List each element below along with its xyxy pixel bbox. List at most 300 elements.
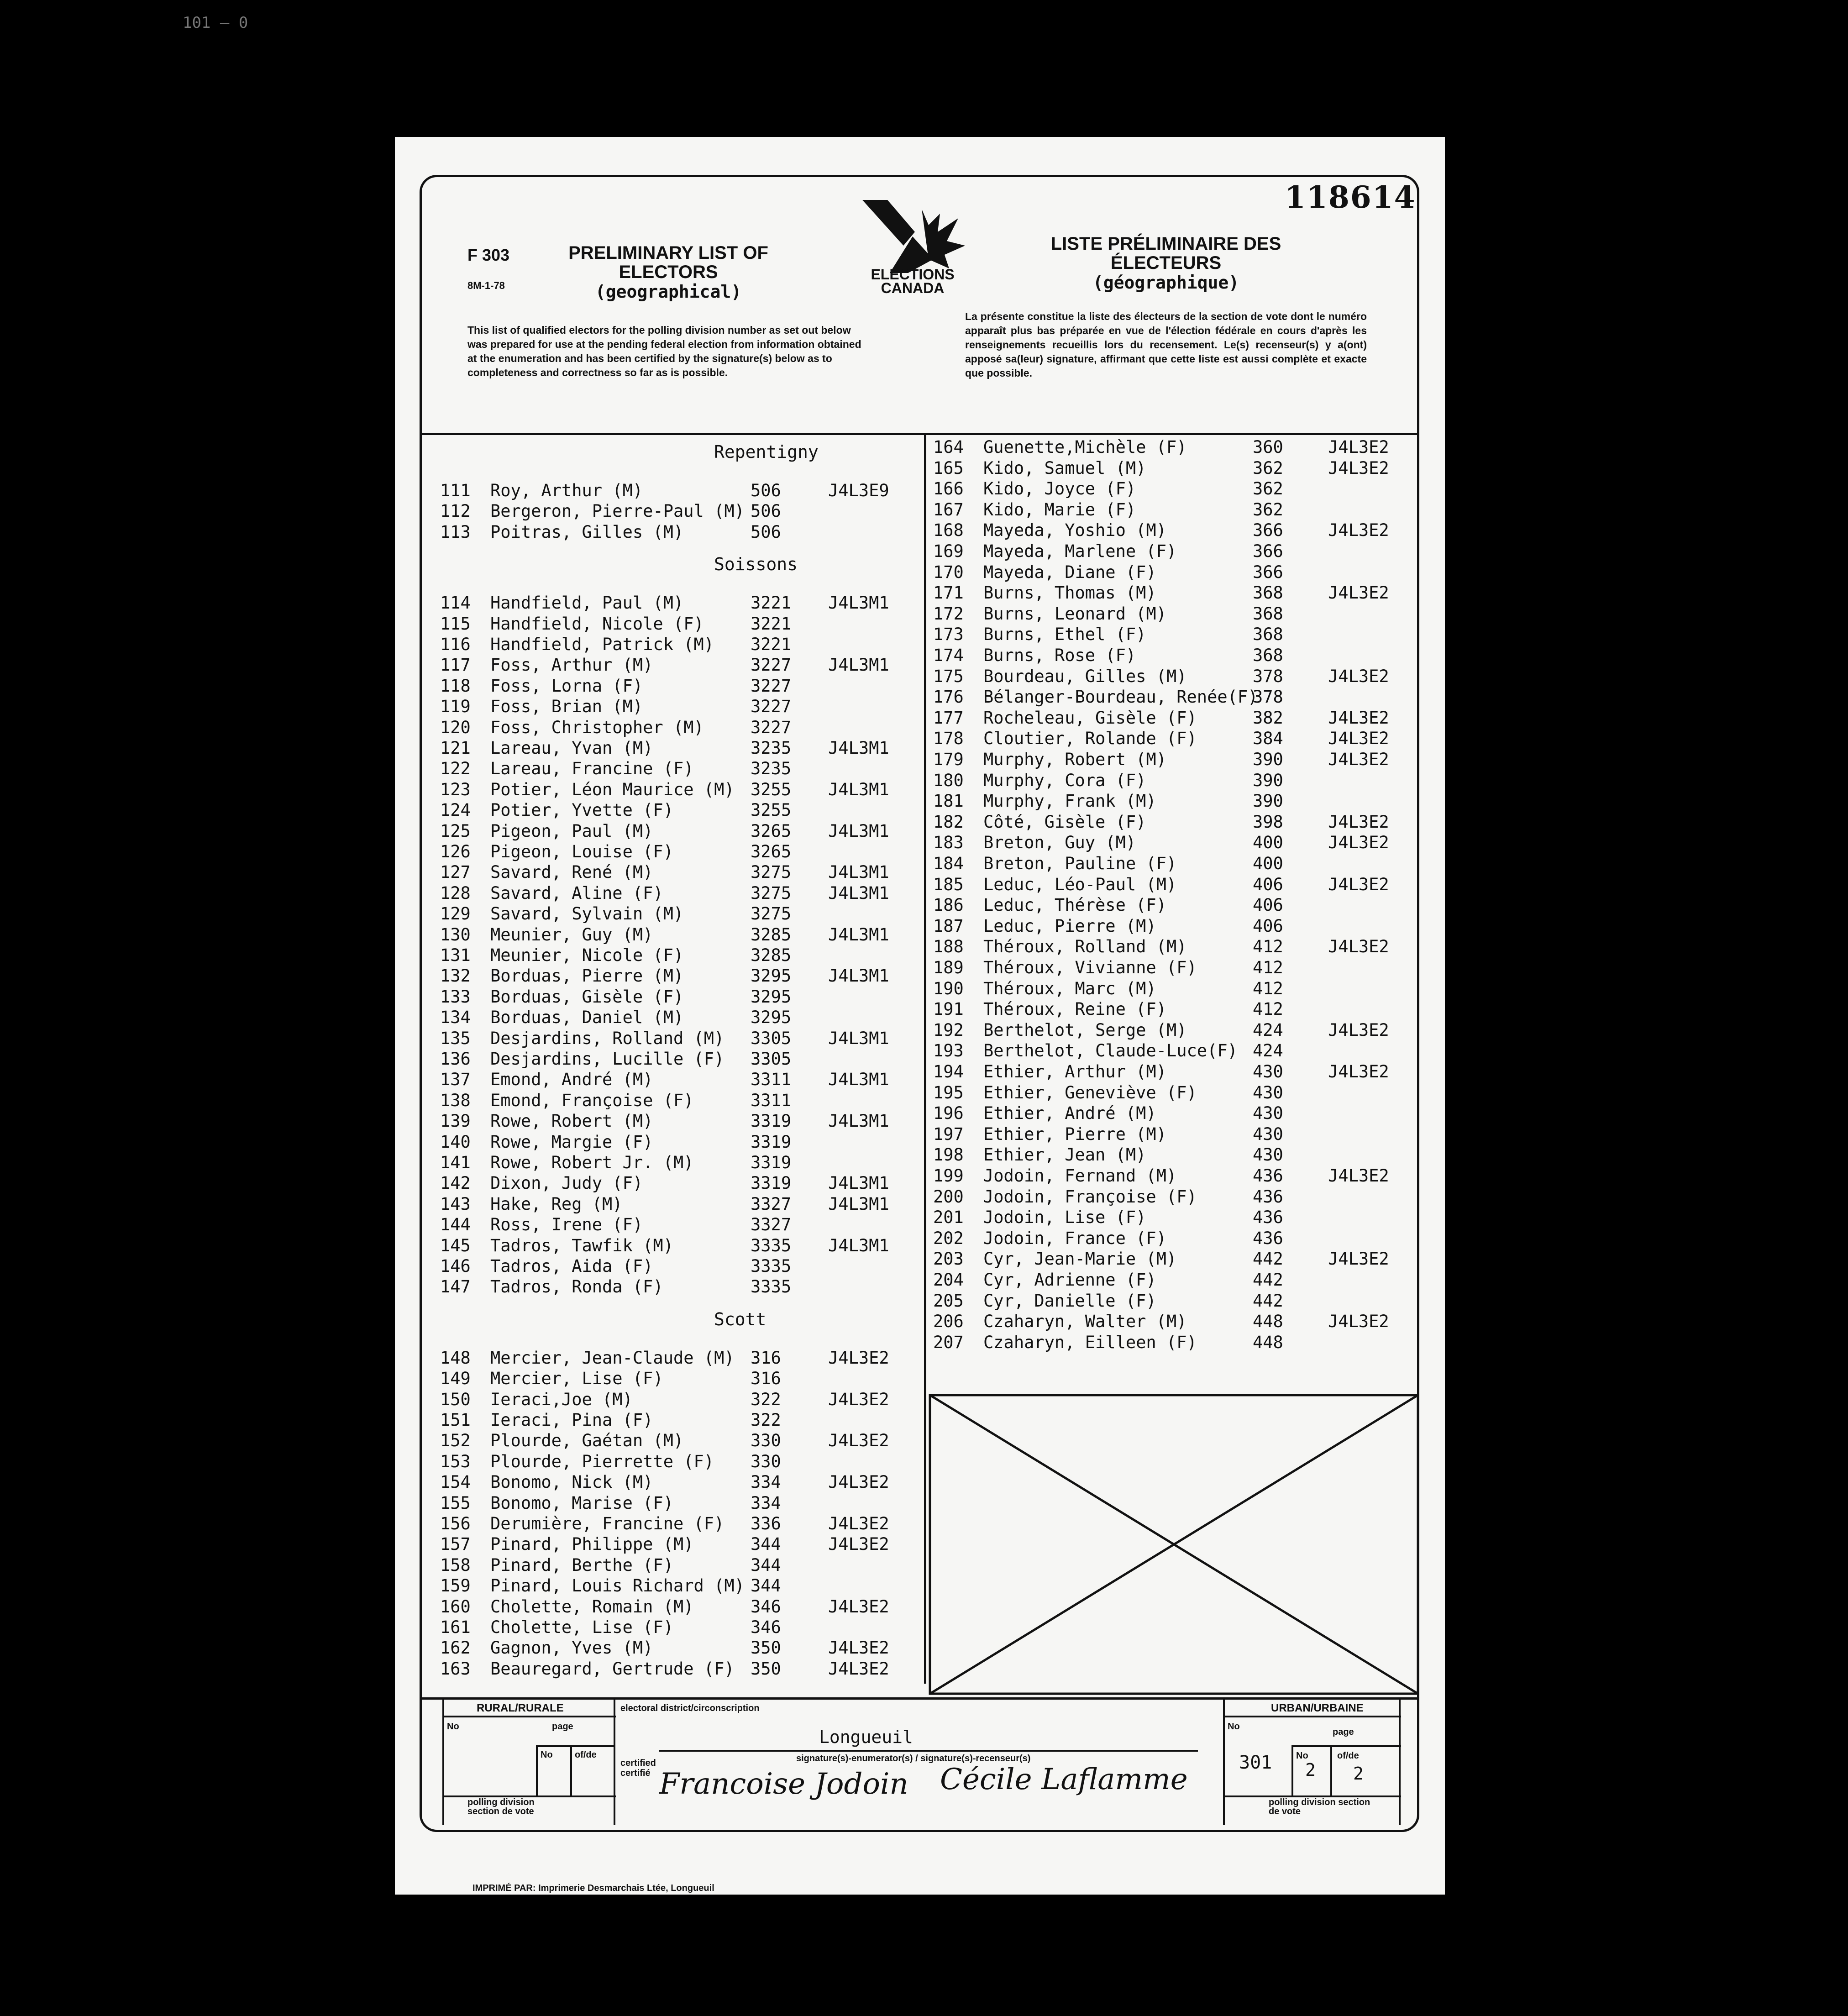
- elector-row: [926, 520, 1417, 541]
- elector-row: [422, 635, 924, 655]
- elector-row: [926, 1062, 1417, 1082]
- elector-address: 3319: [751, 1132, 792, 1152]
- elector-name: Burns, Ethel (F): [983, 625, 1146, 645]
- elector-address: 430: [1253, 1145, 1283, 1165]
- elector-number: 170: [933, 562, 964, 582]
- elector-name: Mercier, Jean-Claude (M): [490, 1348, 735, 1368]
- elector-number: 138: [440, 1090, 471, 1110]
- elector-number: 139: [440, 1111, 471, 1131]
- elector-number: 181: [933, 791, 964, 811]
- elector-name: Jodoin, Lise (F): [983, 1208, 1146, 1228]
- elector-number: 129: [440, 904, 471, 924]
- elector-number: 198: [933, 1145, 964, 1165]
- elector-row: [422, 821, 924, 841]
- elector-postal-code: J4L3M1: [828, 1028, 889, 1048]
- elector-address: 3295: [751, 987, 792, 1007]
- elector-row: [422, 1153, 924, 1173]
- elector-row: [422, 1452, 924, 1472]
- elector-row: [422, 842, 924, 862]
- elector-row: [422, 1029, 924, 1049]
- elector-postal-code: J4L3E2: [828, 1534, 889, 1554]
- elector-address: 390: [1253, 791, 1283, 811]
- elector-address: 436: [1253, 1186, 1283, 1207]
- elector-address: 322: [751, 1389, 781, 1409]
- elector-number: 167: [933, 499, 964, 520]
- elector-row: [926, 604, 1417, 624]
- elector-postal-code: J4L3E2: [1328, 1312, 1389, 1332]
- title-fr-line3: (géographique): [1092, 273, 1239, 293]
- elector-number: 111: [440, 481, 471, 500]
- elector-address: 3221: [751, 614, 792, 634]
- elector-address: 346: [751, 1617, 781, 1637]
- elector-number: 182: [933, 812, 964, 832]
- elector-row: [926, 541, 1417, 562]
- elector-address: 430: [1253, 1124, 1283, 1144]
- elector-number: 204: [933, 1270, 964, 1290]
- elector-address: 406: [1253, 874, 1283, 894]
- elector-address: 3227: [751, 697, 792, 717]
- title-fr-line2: ÉLECTEURS: [1110, 253, 1222, 273]
- elector-row: [422, 501, 924, 521]
- elector-name: Ethier, Pierre (M): [983, 1124, 1166, 1144]
- elector-name: Cholette, Lise (F): [490, 1617, 673, 1637]
- elector-number: 203: [933, 1249, 964, 1269]
- urban-polling-division-label: polling division section de vote: [1269, 1797, 1370, 1816]
- certified-label: certified certifié: [620, 1758, 656, 1778]
- elector-address: 350: [751, 1638, 781, 1658]
- enumerator-signature-2: Cécile Laflamme: [940, 1763, 1188, 1796]
- elector-number: 147: [440, 1277, 471, 1297]
- elector-row: [926, 895, 1417, 915]
- elector-row: [422, 883, 924, 903]
- elector-row: [422, 614, 924, 634]
- elector-name: Czaharyn, Eilleen (F): [983, 1332, 1197, 1352]
- elector-row: [422, 987, 924, 1007]
- elector-address: 430: [1253, 1082, 1283, 1102]
- title-fr-line1: LISTE PRÉLIMINAIRE DES: [1050, 234, 1281, 254]
- elector-row: [422, 676, 924, 696]
- elector-number: 177: [933, 708, 964, 728]
- elector-address: 3319: [751, 1153, 792, 1172]
- elector-name: Borduas, Gisèle (F): [490, 987, 684, 1007]
- elector-postal-code: J4L3M1: [828, 924, 889, 945]
- elector-address: 346: [751, 1596, 781, 1617]
- elector-name: Breton, Guy (M): [983, 833, 1136, 853]
- elector-address: 412: [1253, 958, 1283, 977]
- elector-number: 122: [440, 759, 471, 779]
- elector-address: 506: [751, 501, 781, 521]
- elector-row: [926, 916, 1417, 936]
- elector-row: [926, 667, 1417, 687]
- elector-name: Handfield, Nicole (F): [490, 614, 704, 634]
- elector-number: 143: [440, 1194, 471, 1214]
- elector-address: 334: [751, 1493, 781, 1513]
- elector-name: Potier, Yvette (F): [490, 800, 673, 820]
- elector-name: Meunier, Nicole (F): [490, 945, 684, 965]
- elector-row: [422, 1659, 924, 1679]
- elector-row: [422, 904, 924, 924]
- elector-name: Murphy, Robert (M): [983, 750, 1166, 769]
- elector-row: [422, 1215, 924, 1235]
- elector-name: Bonomo, Marise (F): [490, 1493, 673, 1513]
- elector-number: 183: [933, 833, 964, 853]
- elector-name: Cyr, Jean-Marie (M): [983, 1249, 1177, 1269]
- elector-row: [422, 697, 924, 717]
- elector-number: 166: [933, 479, 964, 499]
- elector-postal-code: J4L3M1: [828, 966, 889, 986]
- elector-postal-code: J4L3E2: [1328, 458, 1389, 478]
- note-english: This list of qualified electors for the polling division number as set out below was prepared for use at the pending federal election from information obtained at the enumeration and has been certified by the signature(s) below as to completeness and correctness so far as is possible.: [467, 324, 861, 378]
- elector-postal-code: J4L3M1: [828, 779, 889, 799]
- elector-number: 202: [933, 1228, 964, 1248]
- elector-address: 378: [1253, 666, 1283, 686]
- elector-row: [926, 1228, 1417, 1249]
- elector-row: [926, 958, 1417, 978]
- elector-number: 207: [933, 1332, 964, 1352]
- elector-number: 161: [440, 1617, 471, 1637]
- form-border: [420, 175, 1419, 1832]
- elector-name: Ieraci, Pina (F): [490, 1410, 653, 1430]
- elector-name: Roy, Arthur (M): [490, 481, 643, 500]
- elector-name: Rowe, Robert Jr. (M): [490, 1153, 694, 1172]
- elector-number: 157: [440, 1534, 471, 1554]
- elector-name: Foss, Lorna (F): [490, 676, 643, 696]
- elector-row: [422, 738, 924, 758]
- elector-address: 382: [1253, 708, 1283, 728]
- elector-address: 366: [1253, 541, 1283, 561]
- elector-address: 506: [751, 481, 781, 500]
- elector-number: 130: [440, 924, 471, 945]
- elector-number: 154: [440, 1472, 471, 1492]
- elector-postal-code: J4L3E2: [828, 1348, 889, 1368]
- elector-number: 140: [440, 1132, 471, 1152]
- elector-address: 406: [1253, 916, 1283, 936]
- elector-number: 195: [933, 1082, 964, 1102]
- elector-row: [422, 1194, 924, 1214]
- rural-label: RURAL/RURALE: [477, 1702, 564, 1714]
- elector-address: 384: [1253, 729, 1283, 749]
- elector-row: [926, 854, 1417, 874]
- elector-name: Hake, Reg (M): [490, 1194, 623, 1214]
- elector-name: Pigeon, Louise (F): [490, 842, 673, 861]
- elector-number: 172: [933, 604, 964, 624]
- elector-address: 378: [1253, 687, 1283, 707]
- elector-address: 334: [751, 1472, 781, 1492]
- footer-rule: [536, 1745, 614, 1747]
- electoral-district-label: electoral district/circonscription: [620, 1703, 760, 1713]
- elector-name: Beauregard, Gertrude (F): [490, 1659, 735, 1679]
- elector-address: 3275: [751, 904, 792, 924]
- elector-postal-code: J4L3E9: [828, 481, 889, 500]
- rural-polling-division-label: polling division section de vote: [467, 1797, 535, 1816]
- elector-name: Burns, Thomas (M): [983, 583, 1156, 603]
- elector-address: 3335: [751, 1256, 792, 1276]
- elector-number: 136: [440, 1049, 471, 1069]
- elector-postal-code: J4L3E2: [828, 1389, 889, 1409]
- elector-postal-code: J4L3M1: [828, 655, 889, 675]
- elector-row: [422, 1493, 924, 1513]
- elector-row: [422, 759, 924, 779]
- elector-address: 350: [751, 1659, 781, 1679]
- elector-number: 150: [440, 1389, 471, 1409]
- elector-postal-code: J4L3E2: [1328, 1062, 1389, 1082]
- elector-number: 113: [440, 522, 471, 542]
- elector-postal-code: J4L3E2: [1328, 937, 1389, 957]
- electors-left-column: [422, 435, 924, 1677]
- elector-row: [926, 1103, 1417, 1124]
- elector-number: 191: [933, 999, 964, 1019]
- elector-row: [422, 1369, 924, 1389]
- elector-number: 149: [440, 1369, 471, 1389]
- elector-row: [926, 771, 1417, 791]
- elector-postal-code: J4L3E2: [828, 1659, 889, 1679]
- elector-address: 398: [1253, 812, 1283, 832]
- elector-address: 442: [1253, 1249, 1283, 1269]
- elector-number: 168: [933, 520, 964, 541]
- elector-name: Jodoin, Françoise (F): [983, 1186, 1197, 1207]
- elector-number: 152: [440, 1431, 471, 1451]
- elector-name: Murphy, Cora (F): [983, 770, 1146, 790]
- elector-address: 368: [1253, 583, 1283, 603]
- elector-row: [926, 625, 1417, 645]
- elector-address: 3235: [751, 738, 792, 758]
- elector-name: Ethier, Arthur (M): [983, 1062, 1166, 1082]
- elector-address: 406: [1253, 895, 1283, 915]
- rural-no-label: No: [447, 1722, 459, 1732]
- elector-name: Ieraci,Joe (M): [490, 1389, 633, 1409]
- elector-name: Breton, Pauline (F): [983, 854, 1177, 873]
- elector-name: Bergeron, Pierre-Paul (M): [490, 501, 745, 521]
- elector-number: 142: [440, 1173, 471, 1193]
- elector-name: Handfield, Paul (M): [490, 593, 684, 613]
- elector-row: [422, 966, 924, 986]
- elector-name: Ross, Irene (F): [490, 1215, 643, 1235]
- elector-address: 3285: [751, 945, 792, 965]
- elector-address: 368: [1253, 646, 1283, 665]
- footer-rule: [1292, 1745, 1293, 1796]
- elector-row: [926, 437, 1417, 457]
- elector-number: 199: [933, 1166, 964, 1186]
- elector-name: Savard, Sylvain (M): [490, 904, 684, 924]
- logo-line2: CANADA: [881, 280, 945, 296]
- elector-number: 114: [440, 593, 471, 613]
- elector-number: 158: [440, 1555, 471, 1575]
- elector-row: [422, 1132, 924, 1152]
- elector-address: 360: [1253, 437, 1283, 457]
- elector-row: [926, 1020, 1417, 1040]
- elector-postal-code: J4L3E2: [1328, 1249, 1389, 1269]
- elector-address: 344: [751, 1576, 781, 1596]
- footer-rule: [442, 1700, 444, 1825]
- elector-address: 316: [751, 1348, 781, 1368]
- urban-label: URBAN/URBAINE: [1271, 1702, 1364, 1714]
- elector-row: [926, 979, 1417, 999]
- film-frame-marks: 101 — 0: [183, 14, 248, 32]
- elector-address: 3319: [751, 1173, 792, 1193]
- footer-rule: [1292, 1745, 1401, 1747]
- elector-name: Desjardins, Rolland (M): [490, 1028, 724, 1048]
- polling-division-number: 301: [1239, 1752, 1272, 1773]
- elector-address: 362: [1253, 499, 1283, 520]
- elector-postal-code: J4L3M1: [828, 1194, 889, 1214]
- elector-name: Pinard, Philippe (M): [490, 1534, 694, 1554]
- maple-leaf-x-icon: [853, 200, 972, 273]
- elector-address: 3311: [751, 1070, 792, 1090]
- elector-name: Tadros, Ronda (F): [490, 1277, 663, 1297]
- elector-row: [926, 646, 1417, 666]
- elector-name: Borduas, Pierre (M): [490, 966, 684, 986]
- elector-name: Burns, Leonard (M): [983, 604, 1166, 624]
- elector-name: Jodoin, France (F): [983, 1228, 1166, 1248]
- elector-name: Théroux, Vivianne (F): [983, 958, 1197, 977]
- elector-number: 193: [933, 1041, 964, 1061]
- elector-address: 3265: [751, 821, 792, 841]
- elector-row: [926, 458, 1417, 478]
- elector-address: 436: [1253, 1228, 1283, 1248]
- elector-address: 3285: [751, 924, 792, 945]
- elector-number: 123: [440, 779, 471, 799]
- elector-number: 169: [933, 541, 964, 561]
- elector-number: 118: [440, 676, 471, 696]
- note-french: La présente constitue la liste des électeurs de la section de vote dont le numéro apparaît plus bas préparée en vue de l'élection fédérale en cours d'après les renseignements recueillis lors du recensement. Le(s) recenseur(s) y a(ont) apposé sa(leur) signature, affirmant que cette liste est aussi complète et exacte que possible.: [965, 310, 1367, 379]
- elector-number: 186: [933, 895, 964, 915]
- elector-number: 173: [933, 625, 964, 645]
- elector-address: 330: [751, 1451, 781, 1471]
- elector-address: 448: [1253, 1312, 1283, 1332]
- elector-name: Foss, Arthur (M): [490, 655, 653, 675]
- elector-row: [926, 1124, 1417, 1144]
- elector-row: [422, 1277, 924, 1297]
- elector-address: 3221: [751, 593, 792, 613]
- elector-number: 132: [440, 966, 471, 986]
- elector-postal-code: J4L3M1: [828, 738, 889, 758]
- elector-name: Kido, Joyce (F): [983, 479, 1136, 499]
- elector-address: 412: [1253, 978, 1283, 998]
- elector-postal-code: J4L3E2: [1328, 750, 1389, 769]
- elector-row: [926, 833, 1417, 853]
- elector-number: 151: [440, 1410, 471, 1430]
- footer-rule: [570, 1745, 572, 1796]
- elector-postal-code: J4L3E2: [828, 1596, 889, 1617]
- elector-row: [926, 1249, 1417, 1269]
- elector-name: Berthelot, Serge (M): [983, 1020, 1187, 1040]
- form-code: F 303: [467, 246, 510, 264]
- elector-row: [926, 1333, 1417, 1353]
- elector-number: 127: [440, 862, 471, 882]
- elector-address: 442: [1253, 1291, 1283, 1311]
- elector-row: [926, 1187, 1417, 1207]
- elector-postal-code: J4L3E2: [1328, 1020, 1389, 1040]
- rural-page-no-label: No: [541, 1750, 553, 1760]
- printer-credit: IMPRIMÉ PAR: Imprimerie Desmarchais Ltée, Longueuil: [472, 1883, 714, 1893]
- footer-rule: [1223, 1716, 1401, 1717]
- elector-name: Mayeda, Diane (F): [983, 562, 1156, 582]
- elector-number: 162: [440, 1638, 471, 1658]
- elector-row: [422, 1534, 924, 1554]
- elector-row: [926, 1041, 1417, 1061]
- elector-number: 119: [440, 697, 471, 717]
- elector-row: [422, 780, 924, 800]
- elector-postal-code: J4L3E2: [828, 1472, 889, 1492]
- elector-name: Cyr, Danielle (F): [983, 1291, 1156, 1311]
- elector-name: Mercier, Lise (F): [490, 1369, 663, 1389]
- elector-address: 424: [1253, 1041, 1283, 1061]
- elector-address: 3221: [751, 635, 792, 654]
- elector-name: Dixon, Judy (F): [490, 1173, 643, 1193]
- cancelled-area: [929, 1394, 1419, 1695]
- elector-row: [926, 687, 1417, 707]
- elector-number: 160: [440, 1596, 471, 1617]
- title-en-line1: PRELIMINARY LIST OF: [568, 243, 768, 263]
- footer-rule: [1223, 1700, 1225, 1825]
- elector-address: 3265: [751, 842, 792, 861]
- elector-number: 112: [440, 501, 471, 521]
- elector-name: Tadros, Tawfik (M): [490, 1235, 673, 1255]
- elector-row: [926, 729, 1417, 749]
- footer-section: [422, 1700, 1417, 1830]
- elector-number: 115: [440, 614, 471, 634]
- elector-number: 121: [440, 738, 471, 758]
- elector-address: 330: [751, 1431, 781, 1451]
- elector-address: 400: [1253, 833, 1283, 853]
- elector-number: 184: [933, 854, 964, 873]
- elector-row: [422, 1173, 924, 1193]
- elector-name: Leduc, Pierre (M): [983, 916, 1156, 936]
- enumerator-signature-1: Francoise Jodoin: [659, 1767, 908, 1801]
- elector-number: 153: [440, 1451, 471, 1471]
- urban-no-label: No: [1228, 1722, 1240, 1732]
- elector-row: [422, 800, 924, 820]
- page-number: 2: [1305, 1760, 1316, 1780]
- elector-row: [422, 945, 924, 966]
- elector-number: 205: [933, 1291, 964, 1311]
- elector-name: Lareau, Francine (F): [490, 759, 694, 779]
- elector-number: 174: [933, 646, 964, 665]
- elector-row: [422, 1617, 924, 1638]
- elector-name: Pinard, Berthe (F): [490, 1555, 673, 1575]
- elector-row: [422, 1431, 924, 1451]
- elector-postal-code: J4L3E2: [1328, 729, 1389, 749]
- elector-row: [422, 1638, 924, 1658]
- elector-name: Rowe, Margie (F): [490, 1132, 653, 1152]
- elector-name: Emond, André (M): [490, 1070, 653, 1090]
- elector-number: 185: [933, 874, 964, 894]
- elector-address: 366: [1253, 562, 1283, 582]
- elector-postal-code: J4L3E2: [1328, 520, 1389, 541]
- elector-number: 125: [440, 821, 471, 841]
- elector-row: [926, 479, 1417, 499]
- elector-name: Ethier, Geneviève (F): [983, 1082, 1197, 1102]
- elector-postal-code: J4L3M1: [828, 862, 889, 882]
- elector-postal-code: J4L3M1: [828, 1173, 889, 1193]
- elector-row: [422, 1091, 924, 1111]
- elector-number: 141: [440, 1153, 471, 1172]
- elector-address: 3275: [751, 883, 792, 903]
- elector-name: Desjardins, Lucille (F): [490, 1049, 724, 1069]
- elector-address: 3295: [751, 1008, 792, 1028]
- elector-postal-code: J4L3E2: [828, 1638, 889, 1658]
- elector-name: Foss, Christopher (M): [490, 717, 704, 737]
- elector-row: [926, 708, 1417, 728]
- title-en-line2: ELECTORS: [619, 262, 718, 282]
- elector-address: 430: [1253, 1062, 1283, 1082]
- elector-row: [422, 522, 924, 542]
- elector-row: [422, 1008, 924, 1028]
- elector-number: 159: [440, 1576, 471, 1596]
- elector-row: [422, 1111, 924, 1131]
- elector-address: 3235: [751, 759, 792, 779]
- logo-line1: ELECTIONS: [871, 266, 955, 283]
